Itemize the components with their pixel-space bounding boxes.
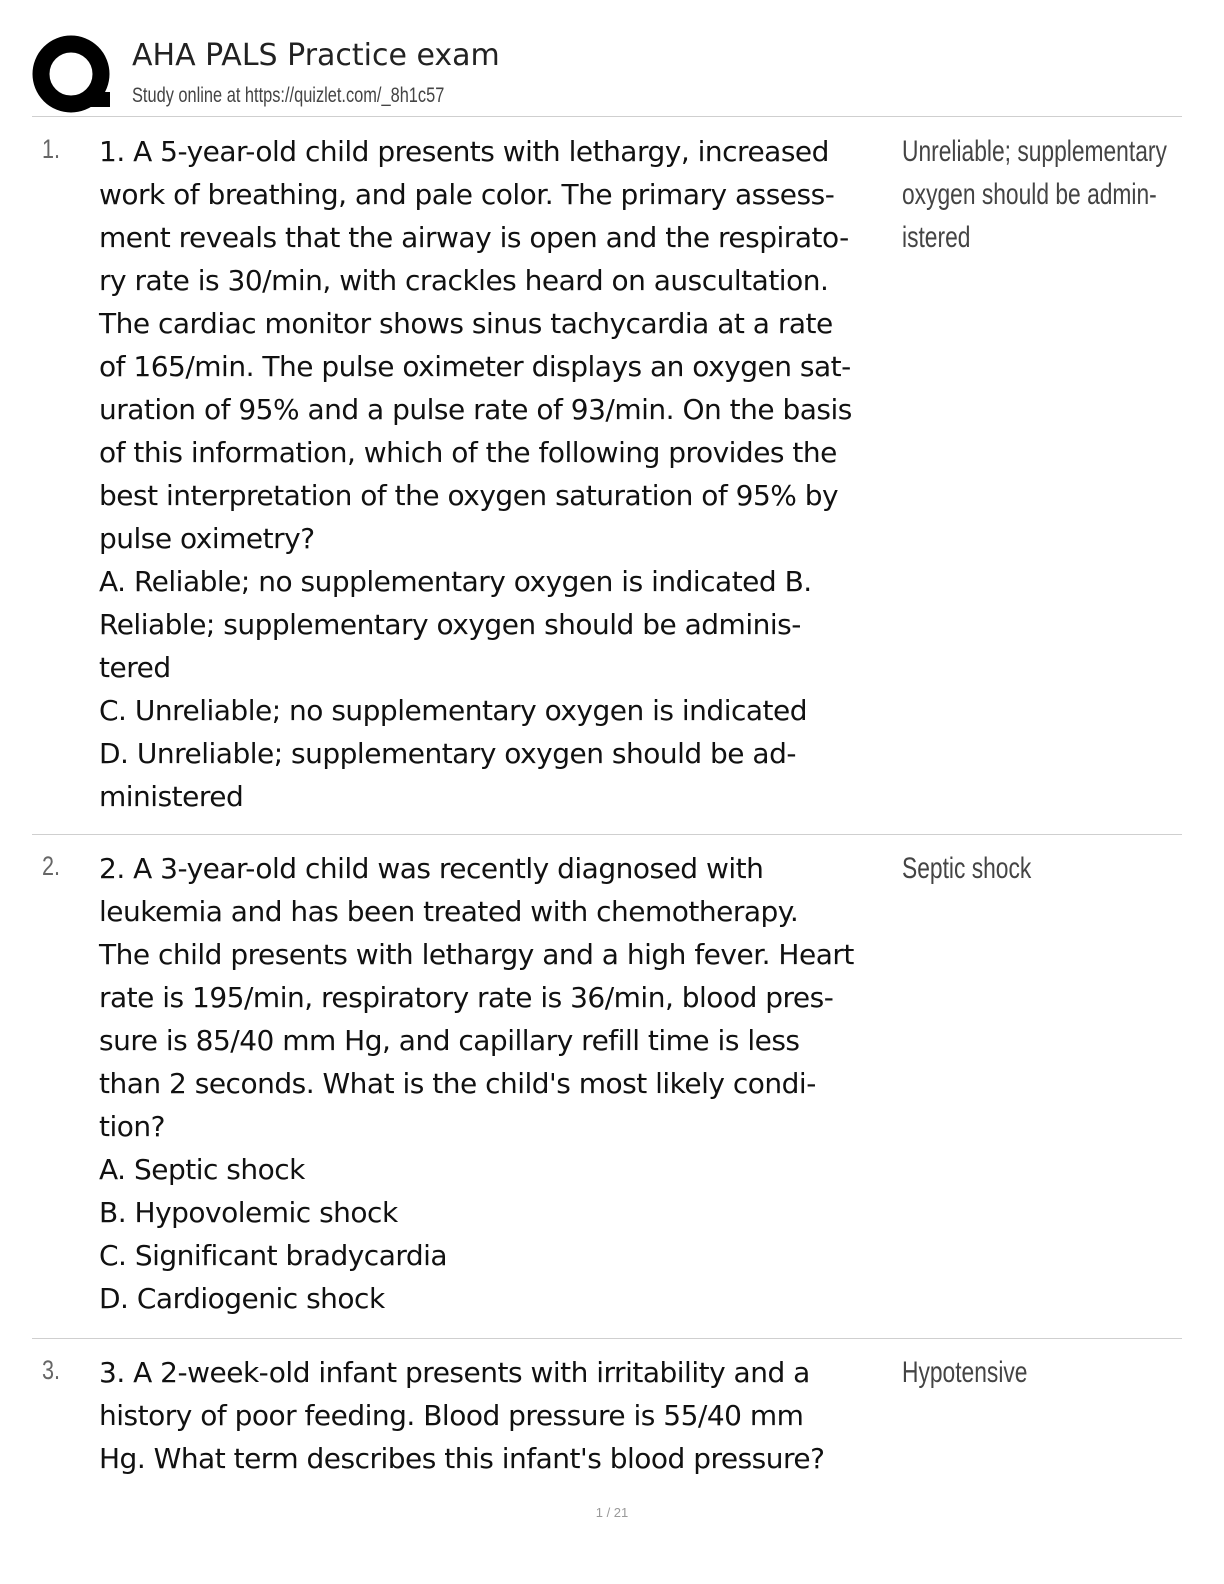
flashcard [32,847,1182,1327]
card-answer [902,1351,1202,1394]
card-number: 1. [42,134,61,164]
study-online-link[interactable]: Study online at https://quizlet.com/_8h1c57 [132,84,445,107]
answer-option-line: D. Unreliable; supplementary oxygen should be ad- [99,737,796,770]
answer-line: oxygen should be admin- [902,178,1157,211]
answer-line: Hypotensive [902,1356,1028,1389]
question-line: 3. A 2-week-old infant presents with irritability and a [99,1356,810,1389]
answer-option-line: Reliable; supplementary oxygen should be adminis- [99,608,801,641]
divider [32,116,1182,117]
answer-option-line: A. Septic shock [99,1153,305,1186]
question-line: work of breathing, and pale color. The primary assess- [99,178,835,211]
answer-option-line: ministered [99,780,244,813]
answer-line: Septic shock [902,852,1032,885]
answer-option-line: D. Cardiogenic shock [99,1282,385,1315]
question-line: tion? [99,1110,165,1143]
question-line: history of poor feeding. Blood pressure is 55/40 mm [99,1399,804,1432]
question-line: of this information, which of the following provides the [99,436,837,469]
answer-option-line: B. Hypovolemic shock [99,1196,398,1229]
answer-line: istered [902,221,971,254]
question-line: The child presents with lethargy and a high fever. Heart [99,938,854,971]
card-answer [902,847,1202,890]
flashcard [32,130,1182,820]
question-line: sure is 85/40 mm Hg, and capillary refill time is less [99,1024,800,1057]
question-line: Hg. What term describes this infant's blood pressure? [99,1442,825,1475]
card-question [99,130,899,818]
answer-option-line: C. Significant bradycardia [99,1239,448,1272]
question-line: 2. A 3-year-old child was recently diagnosed with [99,852,764,885]
question-line: leukemia and has been treated with chemotherapy. [99,895,799,928]
answer-option-line: A. Reliable; no supplementary oxygen is indicated B. [99,565,812,598]
card-answer [902,130,1202,259]
question-line: uration of 95% and a pulse rate of 93/min. On the basis [99,393,852,426]
answer-line: Unreliable; supplementary [902,135,1167,168]
question-line: of 165/min. The pulse oximeter displays an oxygen sat- [99,350,851,383]
page-indicator: 1 / 21 [595,1505,629,1520]
card-question [99,1351,899,1480]
flashcard [32,1351,1182,1491]
question-line: best interpretation of the oxygen saturation of 95% by [99,479,839,512]
page-header [32,34,1182,114]
card-question [99,847,899,1320]
answer-option-line: tered [99,651,171,684]
question-line: 1. A 5-year-old child presents with lethargy, increased [99,135,829,168]
divider [32,834,1182,835]
question-line: The cardiac monitor shows sinus tachycardia at a rate [99,307,833,340]
question-line: than 2 seconds. What is the child's most likely condi- [99,1067,816,1100]
document-title: AHA PALS Practice exam [132,38,500,73]
question-line: ry rate is 30/min, with crackles heard on auscultation. [99,264,829,297]
card-number: 3. [42,1355,61,1385]
question-line: pulse oximetry? [99,522,315,555]
divider [32,1338,1182,1339]
question-line: rate is 195/min, respiratory rate is 36/min, blood pres- [99,981,834,1014]
question-line: ment reveals that the airway is open and the respirato- [99,221,849,254]
answer-option-line: C. Unreliable; no supplementary oxygen is indicated [99,694,808,727]
quizlet-q-logo-icon [32,34,114,116]
card-number: 2. [42,851,61,881]
